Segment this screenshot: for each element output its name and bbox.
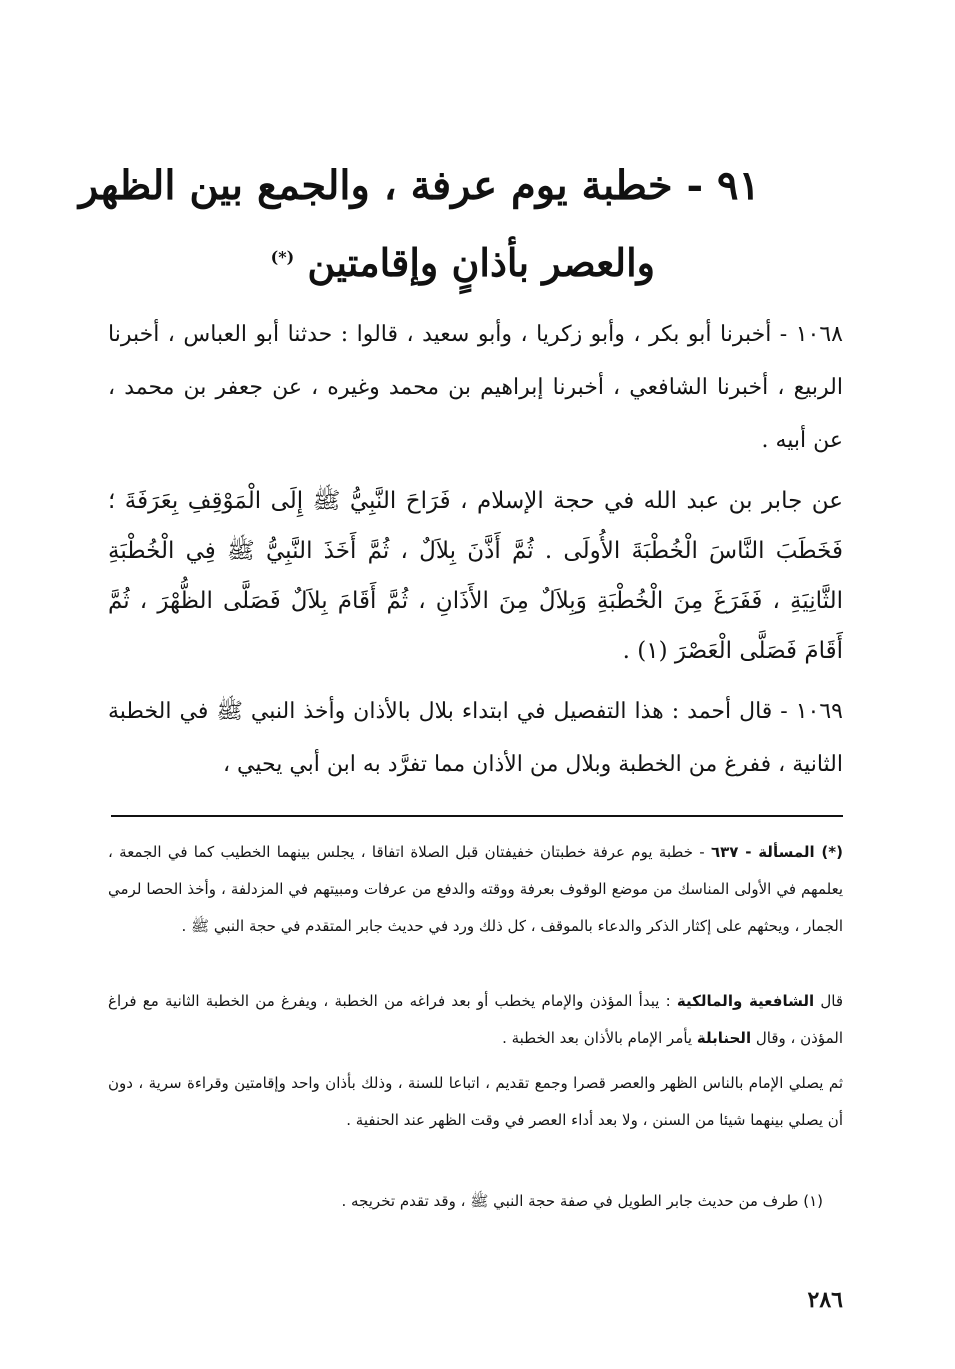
madhhab-names: الشافعية والمالكية	[676, 992, 815, 1010]
footnote-1: (١) طرف من حديث جابر الطويل في صفة حجة النبي ﷺ ، وقد تقدم تخريجه .	[341, 1192, 823, 1210]
footnote-star-label: (*) المسألة - ٦٣٧	[711, 843, 843, 861]
chapter-title-line-2	[270, 240, 655, 285]
page-number: ٢٨٦	[807, 1287, 843, 1313]
madhhab-text: : يبدأ المؤذن والإمام يخطب أو بعد فراغه من الخطبة ، ويفرغ من الخطبة الثانية مع فراغ المؤذن ، وقال	[108, 992, 843, 1047]
footnote-ref-1: (١)	[637, 638, 668, 664]
footnote-madhhab	[108, 983, 843, 1057]
hanabila-label: الحنابلة	[696, 1029, 752, 1047]
footnote-star-text: - خطبة يوم عرفة خطبتان خفيفتان قبل الصلاة اتفاقا ، يجلس بينهما الخطيب كما في الجمعة ، يعلمهم في الأولى المناسك من موضع الوقوف بعرفة ووقته والدفع من عرفات ومبيتهم في المزدلفة ، وأخذ الحصا لرمي الجمار ، ويحثهم على إكثار الذكر والدعاء بالموقف ، كل ذلك ورد في حديث جابر المتقدم في حجة النبي ﷺ .	[108, 843, 843, 935]
hadith-1069: ١٠٦٩ - قال أحمد : هذا التفصيل في ابتداء بلال بالأذان وأخذ النبي ﷺ في الخطبة الثانية ، ففرغ من الخطبة وبلال من الأذان مما تفرَّد به ابن أبي يحيي ،	[108, 699, 843, 777]
hadith-1068-matn: عن جابر بن عبد الله في حجة الإسلام ، فَرَاحَ النَّبِيُّ ﷺ إِلَى الْمَوْقِفِ بِعَرَفَةَ ؛ فَخَطَبَ النَّاسَ الْخُطْبَةَ الأُولَى . ثُمَّ أَذَّنَ بِلاَلٌ ، ثُمَّ أَخَذَ النَّبِيُّ ﷺ فِي الْخُطْبَةِ الثَّانِيَةِ ، فَفَرَغَ مِنَ الْخُطْبَةِ وَبِلاَلٌ مِنَ الأَذَانِ ، ثُمَّ أَقَامَ بِلاَلٌ فَصَلَّى الظُّهْرَ ، ثُمَّ أَقَامَ فَصَلَّى الْعَصْرَ (١) .	[108, 488, 843, 664]
madhhab-intro: قال	[820, 992, 843, 1010]
footnote-divider	[111, 815, 843, 817]
hadith-matn-text: عن جابر بن عبد الله في حجة الإسلام ، فَرَاحَ النَّبِيُّ ﷺ إِلَى الْمَوْقِفِ بِعَرَفَةَ ؛ فَخَطَبَ النَّاسَ الْخُطْبَةَ الأُولَى . ثُمَّ أَذَّنَ بِلاَلٌ ، ثُمَّ أَخَذَ النَّبِيُّ ﷺ فِي الْخُطْبَةِ الثَّانِيَةِ ، فَفَرَغَ مِنَ الْخُطْبَةِ وَبِلاَلٌ مِنَ الأَذَانِ ، ثُمَّ أَقَامَ بِلاَلٌ فَصَلَّى الظُّهْرَ ، ثُمَّ أَقَامَ فَصَلَّى الْعَصْرَ	[108, 488, 843, 664]
footnote-star	[108, 834, 843, 945]
footnote-prayer: ثم يصلي الإمام بالناس الظهر والعصر قصرا وجمع تقديم ، اتباعا للسنة ، وذلك بأذان واحد وإقامتين وقراءة سرية ، دون أن يصلي بينهما شيئا من السنن ، ولا بعد أداء العصر في وقت الظهر عند الحنفية .	[108, 1074, 843, 1129]
chapter-footnote-marker: (*)	[270, 247, 295, 267]
hanabila-text: يأمر الإمام بالأذان بعد الخطبة .	[502, 1029, 693, 1047]
chapter-title-line-1: ٩١ - خطبة يوم عرفة ، والجمع بين الظهر	[78, 162, 760, 209]
chapter-title-text: والعصر بأذانٍ وإقامتين	[307, 240, 655, 285]
hadith-1068-chain: ١٠٦٨ - أخبرنا أبو بكر ، وأبو زكريا ، وأبو سعيد ، قالوا : حدثنا أبو العباس ، أخبرنا الربيع ، أخبرنا الشافعي ، أخبرنا إبراهيم بن محمد وغيره ، عن جعفر بن محمد ، عن أبيه .	[108, 322, 843, 453]
